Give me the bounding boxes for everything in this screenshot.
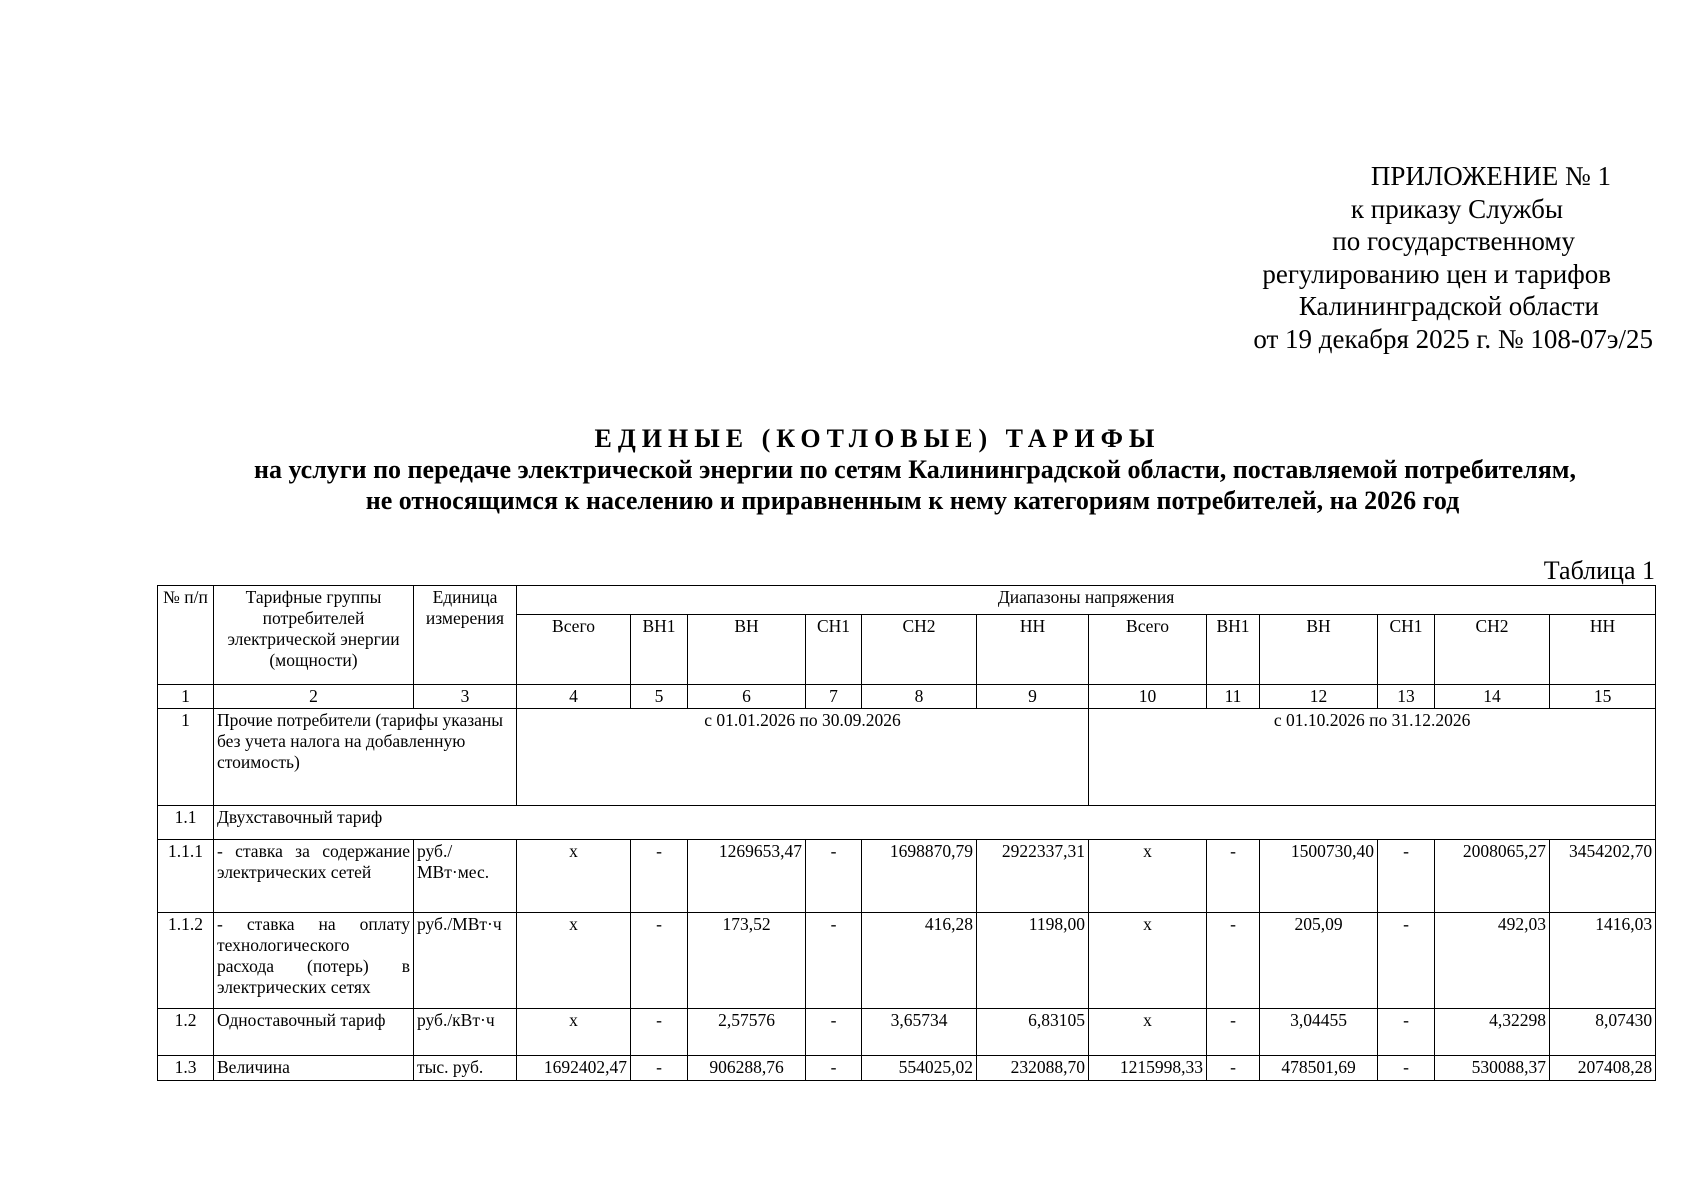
table-row <box>158 840 1656 913</box>
header-sub: НН <box>977 615 1089 685</box>
index-cell: 15 <box>1550 685 1656 709</box>
value-cell: 906288,76 <box>688 1056 806 1081</box>
value-cell: 2922337,31 <box>977 840 1089 913</box>
value-cell: - <box>1207 913 1260 1009</box>
row-num: 1.1 <box>158 806 214 840</box>
index-cell: 2 <box>214 685 414 709</box>
row-name: Прочие потребители (тарифы указаны без учета налога на добавленную стоимость) <box>214 709 517 806</box>
index-cell: 13 <box>1378 685 1435 709</box>
table-row <box>158 806 1656 840</box>
row-unit: руб./МВт·ч <box>414 913 517 1009</box>
table-row <box>158 709 1656 806</box>
header-sub: СН1 <box>1378 615 1435 685</box>
value-cell: 2,57576 <box>688 1009 806 1056</box>
index-cell: 9 <box>977 685 1089 709</box>
value-cell: х <box>1089 1009 1207 1056</box>
row-num: 1.1.1 <box>158 840 214 913</box>
title-line-3: не относящимся к населению и приравненным к нему категориям потребителей, на 2026 год <box>365 486 1460 515</box>
value-cell: 3,65734 <box>862 1009 977 1056</box>
value-cell: - <box>631 1056 688 1081</box>
header-sub: ВН1 <box>631 615 688 685</box>
row-name: Двухставочный тариф <box>214 806 1656 840</box>
value-cell: 1269653,47 <box>688 840 806 913</box>
value-cell: 3454202,70 <box>1550 840 1656 913</box>
index-cell: 10 <box>1089 685 1207 709</box>
value-cell: 478501,69 <box>1260 1056 1378 1081</box>
value-cell: 207408,28 <box>1550 1056 1656 1081</box>
row-unit: тыс. руб. <box>414 1056 517 1081</box>
index-row <box>158 685 1656 709</box>
value-cell: х <box>517 913 631 1009</box>
value-cell: 530088,37 <box>1435 1056 1550 1081</box>
value-cell: 1500730,40 <box>1260 840 1378 913</box>
value-cell: х <box>517 840 631 913</box>
annex-header <box>1053 160 1653 355</box>
row-name: Одноставочный тариф <box>214 1009 414 1056</box>
row-num: 1.3 <box>158 1056 214 1081</box>
row-unit: руб./кВт·ч <box>414 1009 517 1056</box>
value-cell: 3,04455 <box>1260 1009 1378 1056</box>
value-cell: - <box>1378 1056 1435 1081</box>
header-unit: Единица измерения <box>414 586 517 685</box>
value-cell: - <box>1378 1009 1435 1056</box>
header-sub: Всего <box>517 615 631 685</box>
header-ranges: Диапазоны напряжения <box>517 586 1656 615</box>
row-num: 1 <box>158 709 214 806</box>
row-name: - ставка на оплату технологического расхода (потерь) в электрических сетях <box>214 913 414 1009</box>
value-cell: 205,09 <box>1260 913 1378 1009</box>
value-cell: - <box>631 840 688 913</box>
header-groups: Тарифные группы потребителей электрической энергии (мощности) <box>214 586 414 685</box>
document-title <box>0 423 1695 516</box>
annex-line-3: по государственному <box>1332 226 1575 256</box>
index-cell: 3 <box>414 685 517 709</box>
value-cell: 232088,70 <box>977 1056 1089 1081</box>
table-row <box>158 913 1656 1009</box>
value-cell: - <box>806 1056 862 1081</box>
index-cell: 6 <box>688 685 806 709</box>
value-cell: 1416,03 <box>1550 913 1656 1009</box>
value-cell: 1198,00 <box>977 913 1089 1009</box>
annex-line-2: к приказу Службы <box>1350 193 1563 224</box>
row-num: 1.2 <box>158 1009 214 1056</box>
row-num: 1.1.2 <box>158 913 214 1009</box>
header-sub: ВН <box>1260 615 1378 685</box>
value-cell: 2008065,27 <box>1435 840 1550 913</box>
index-cell: 1 <box>158 685 214 709</box>
value-cell: 1215998,33 <box>1089 1056 1207 1081</box>
value-cell: 492,03 <box>1435 913 1550 1009</box>
header-sub: ВН <box>688 615 806 685</box>
header-row-1 <box>158 586 1656 615</box>
index-cell: 14 <box>1435 685 1550 709</box>
index-cell: 12 <box>1260 685 1378 709</box>
value-cell: 554025,02 <box>862 1056 977 1081</box>
value-cell: - <box>1207 840 1260 913</box>
row-unit: руб./МВт·мес. <box>414 840 517 913</box>
value-cell: 416,28 <box>862 913 977 1009</box>
index-cell: 11 <box>1207 685 1260 709</box>
value-cell: х <box>517 1009 631 1056</box>
title-line-1: ЕДИНЫЕ (КОТЛОВЫЕ) ТАРИФЫ <box>594 424 1161 453</box>
header-sub: ВН1 <box>1207 615 1260 685</box>
annex-line-4: регулированию цен и тарифов <box>1262 258 1611 289</box>
header-sub: НН <box>1550 615 1656 685</box>
value-cell: - <box>806 1009 862 1056</box>
period-1: с 01.01.2026 по 30.09.2026 <box>517 709 1089 806</box>
value-cell: - <box>806 913 862 1009</box>
value-cell: - <box>1207 1056 1260 1081</box>
header-num: № п/п <box>158 586 214 685</box>
table-row <box>158 1056 1656 1081</box>
value-cell: - <box>1207 1009 1260 1056</box>
tariff-table <box>157 585 1656 1081</box>
table-row <box>158 1009 1656 1056</box>
index-cell: 8 <box>862 685 977 709</box>
index-cell: 7 <box>806 685 862 709</box>
annex-line-6: от 19 декабря 2025 г. № 108-07э/25 <box>1253 323 1653 354</box>
index-cell: 5 <box>631 685 688 709</box>
header-sub: Всего <box>1089 615 1207 685</box>
row-name: Величина <box>214 1056 414 1081</box>
value-cell: - <box>1378 913 1435 1009</box>
header-sub: СН2 <box>1435 615 1550 685</box>
value-cell: - <box>806 840 862 913</box>
value-cell: 173,52 <box>688 913 806 1009</box>
value-cell: - <box>631 1009 688 1056</box>
header-sub: СН1 <box>806 615 862 685</box>
value-cell: 1698870,79 <box>862 840 977 913</box>
value-cell: х <box>1089 840 1207 913</box>
value-cell: 1692402,47 <box>517 1056 631 1081</box>
value-cell: - <box>631 913 688 1009</box>
table-label: Таблица 1 <box>1543 556 1655 585</box>
index-cell: 4 <box>517 685 631 709</box>
annex-line-1: ПРИЛОЖЕНИЕ № 1 <box>1370 161 1611 191</box>
value-cell: х <box>1089 913 1207 1009</box>
period-2: с 01.10.2026 по 31.12.2026 <box>1089 709 1656 806</box>
value-cell: 6,83105 <box>977 1009 1089 1056</box>
row-name: - ставка за содержание электрических сетей <box>214 840 414 913</box>
header-sub: СН2 <box>862 615 977 685</box>
annex-line-5: Калининградской области <box>1298 291 1599 321</box>
value-cell: - <box>1378 840 1435 913</box>
value-cell: 4,32298 <box>1435 1009 1550 1056</box>
value-cell: 8,07430 <box>1550 1009 1656 1056</box>
title-line-2: на услуги по передаче электрической энергии по сетям Калининградской области, поставляемой потребителям, <box>253 455 1576 484</box>
